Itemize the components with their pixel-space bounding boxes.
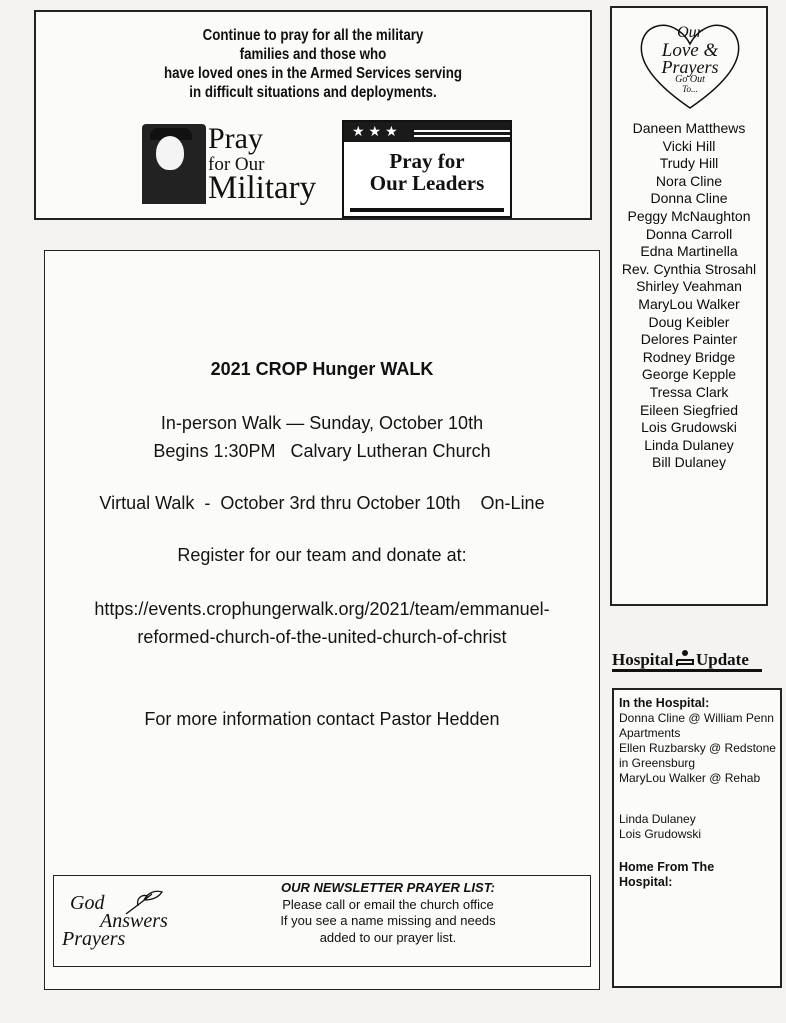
prayer-list-line: Please call or email the church office <box>282 896 494 912</box>
soldier-silhouette-icon <box>142 124 206 204</box>
list-item: Nora Cline <box>655 172 723 189</box>
list-item: Lois Grudowski <box>641 419 737 436</box>
logo-text: Military <box>208 170 317 206</box>
begins-text: Begins 1:30PM Calvary Lutheran Church <box>153 441 491 461</box>
logo-text: Update <box>696 650 749 669</box>
pray-for-our-military-logo <box>142 122 317 206</box>
heart-logo <box>632 10 748 114</box>
prayer-list-line: If you see a name missing and needs <box>280 913 496 928</box>
list-item: Edna Martinella <box>640 243 738 260</box>
hospital-line: Apartments <box>619 726 681 740</box>
military-message-line: Continue to pray for all the military <box>202 27 424 44</box>
list-item: Donna Carroll <box>645 225 733 242</box>
heart-logo-text: Love & <box>661 40 719 61</box>
list-item: George Kepple <box>641 366 737 383</box>
leaders-logo-text: Pray for Our Leaders <box>369 149 485 195</box>
hospital-line: in Greensburg <box>619 756 696 770</box>
heart-logo-text: To... <box>682 84 698 94</box>
list-item: Linda Dulaney <box>644 436 734 453</box>
hospital-line: Lois Grudowski <box>619 827 702 841</box>
heart-logo-text: Go Out <box>675 74 705 85</box>
logo-text: for Our <box>208 154 265 175</box>
list-item: Delores Painter <box>640 331 738 348</box>
section-heading: In the Hospital: <box>619 696 710 710</box>
list-item: Rodney Bridge <box>642 348 736 365</box>
section-heading: Hospital: <box>619 875 673 889</box>
list-item: Bill Dulaney <box>652 454 726 471</box>
hospital-line: Linda Dulaney <box>619 812 696 826</box>
list-item: Rev. Cynthia Strosahl <box>621 260 757 277</box>
pray-for-our-leaders-logo <box>342 120 512 218</box>
crop-title: 2021 CROP Hunger WALK <box>210 359 434 379</box>
registration-url-line[interactable]: https://events.crophungerwalk.org/2021/team/emmanuel- <box>94 599 550 619</box>
military-message-line: families and those who <box>239 46 387 63</box>
list-item: Shirley Veahman <box>636 278 742 295</box>
military-prayer-box <box>34 10 592 220</box>
prayer-list-line: added to our prayer list. <box>319 929 457 945</box>
list-item: Daneen Matthews <box>632 120 746 136</box>
logo-text: Answers <box>100 910 168 932</box>
register-text: Register for our team and donate at: <box>177 545 467 565</box>
flag-icon: ★★★ <box>344 122 510 142</box>
prayer-list-text <box>248 880 528 946</box>
virtual-walk-text: Virtual Walk - October 3rd thru October 10th On-Line <box>99 493 545 513</box>
in-hospital-section <box>619 696 778 786</box>
logo-text: God <box>70 892 105 914</box>
list-item: Tressa Clark <box>649 383 729 400</box>
hospital-line: Donna Cline @ William Penn <box>619 711 774 725</box>
military-message-line: have loved ones in the Armed Services serving <box>163 65 463 82</box>
list-item: Peggy McNaughton <box>627 207 751 224</box>
heart-logo-text: Our <box>677 24 703 41</box>
list-item: Donna Cline <box>650 190 728 207</box>
heart-logo-text: Prayers <box>661 57 719 77</box>
military-message-line: in difficult situations and deployments. <box>189 84 437 101</box>
newsletter-prayer-list-box <box>53 875 591 967</box>
section-heading: Home From The <box>619 860 715 874</box>
home-from-hospital-section <box>619 860 778 890</box>
logo-text: Prayers <box>62 928 126 950</box>
list-item: Trudy Hill <box>659 155 719 172</box>
contact-text: For more information contact Pastor Hedden <box>144 709 500 729</box>
crop-hunger-walk-box <box>44 250 600 990</box>
hospital-update-logo <box>612 646 762 674</box>
list-item: MaryLou Walker <box>638 295 740 312</box>
god-answers-prayers-logo <box>60 884 180 958</box>
extra-names-section <box>619 812 778 842</box>
hospital-bed-icon <box>674 648 696 668</box>
hospital-line: Ellen Ruzbarsky @ Redstone <box>619 741 776 755</box>
list-item: Eileen Siegfried <box>639 401 739 418</box>
list-item: Doug Keibler <box>648 313 730 330</box>
logo-text: Hospital <box>612 650 674 669</box>
love-prayers-box <box>610 6 768 606</box>
hospital-update-box <box>612 688 782 988</box>
logo-text: Pray <box>208 122 263 155</box>
prayer-names-list <box>612 120 766 472</box>
list-item: Vicki Hill <box>662 137 716 154</box>
registration-url-line[interactable]: reformed-church-of-the-united-church-of-christ <box>137 627 507 647</box>
military-message <box>75 26 551 102</box>
hospital-line: MaryLou Walker @ Rehab <box>619 771 761 785</box>
prayer-list-heading: OUR NEWSLETTER PRAYER LIST: <box>280 880 496 895</box>
inperson-walk-text: In-person Walk — Sunday, October 10th <box>160 413 484 433</box>
